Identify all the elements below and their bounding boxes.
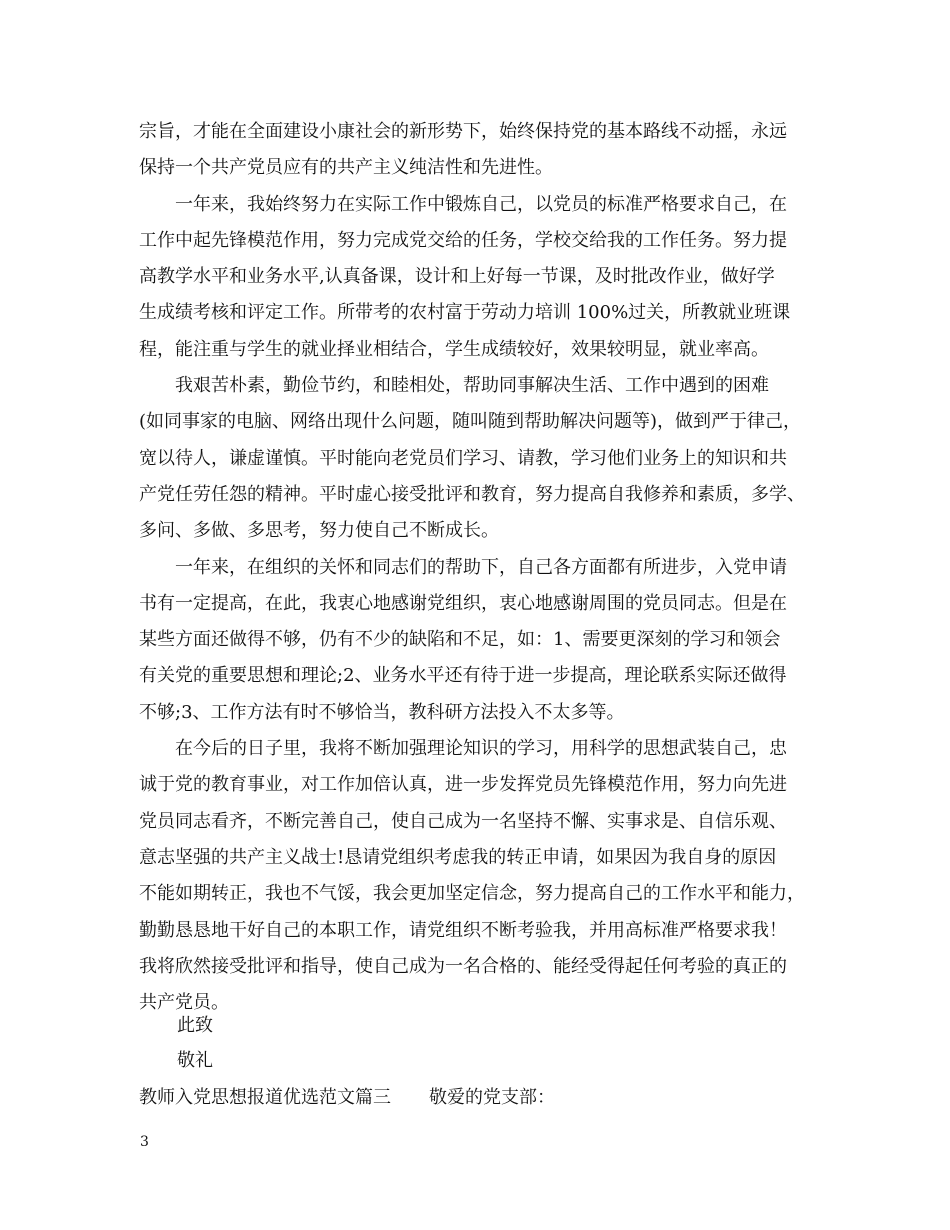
page-number: 3 [140,1134,149,1150]
text-line: 党员同志看齐，不断完善自己，使自己成为一名坚持不懈、实事求是、自信乐观、 [139,810,787,832]
text-line: 书有一定提高，在此，我衷心地感谢党组织，衷心地感谢周围的党员同志。但是在 [139,592,787,614]
text-line: 多问、多做、多思考，努力使自己不断成长。 [139,520,499,542]
text-line: 在今后的日子里，我将不断加强理论知识的学习，用科学的思想武装自己，忠 [139,738,787,760]
closing-greeting: 此致 [177,1015,213,1036]
text-line: 宽以待人，谦虚谨慎。平时能向老党员们学习、请教，学习他们业务上的知识和共 [139,447,787,469]
text-line: 一年来，我始终努力在实际工作中锻炼自己，以党员的标准严格要求自己，在 [139,193,787,215]
text-line: 生成绩考核和评定工作。所带考的农村富于劳动力培训 100%过关，所教就业班课 [139,302,791,324]
closing-salute: 敬礼 [177,1050,213,1071]
text-line: 不够;3、工作方法有时不够恰当，教科研方法投入不太多等。 [139,701,625,723]
text-line: 宗旨，才能在全面建设小康社会的新形势下，始终保持党的基本路线不动摇，永远 [139,121,787,142]
text-line: 勤勤恳恳地干好自己的本职工作，请党组织不断考验我，并用高标准严格要求我！ [139,919,787,941]
text-line: 保持一个共产党员应有的共产主义纯洁性和先进性。 [139,157,553,179]
next-section-title: 教师入党思想报道优选范文篇三 [139,1087,391,1108]
text-line: 我将欣然接受批评和指导，使自己成为一名合格的、能经受得起任何考验的真正的 [139,955,787,977]
text-line: 程，能注重与学生的就业择业相结合，学生成绩较好，效果较明显，就业率高。 [139,338,769,360]
text-line: 诚于党的教育事业，对工作加倍认真，进一步发挥党员先锋模范作用，努力向先进 [139,774,787,796]
next-section-salutation: 敬爱的党支部： [429,1087,555,1108]
text-line: 工作中起先锋模范作用，努力完成党交给的任务，学校交给我的工作任务。努力提 [139,229,787,251]
text-line: 共产党员。 [139,992,229,1014]
text-line: 一年来，在组织的关怀和同志们的帮助下，自己各方面都有所进步，入党申请 [139,556,787,578]
text-line: 高教学水平和业务水平,认真备课，设计和上好每一节课，及时批改作业，做好学 [139,266,775,288]
text-line: 某些方面还做得不够，仍有不少的缺陷和不足，如：1、需要更深刻的学习和领会 [139,629,781,651]
text-line: 不能如期转正，我也不气馁，我会更加坚定信念，努力提高自己的工作水平和能力， [139,883,805,905]
text-line: (如同事家的电脑、网络出现什么问题，随叫随到帮助解决问题等)，做到严于律己， [139,411,802,433]
text-line: 产党任劳任怨的精神。平时虚心接受批评和教育，努力提高自我修养和素质，多学、 [139,483,805,505]
document-body [139,114,819,1021]
next-section-heading [139,1080,555,1116]
text-line: 我艰苦朴素，勤俭节约，和睦相处，帮助同事解决生活、工作中遇到的困难 [139,375,769,397]
text-line: 有关党的重要思想和理论;2、业务水平还有待于进一步提高，理论联系实际还做得 [139,665,787,687]
text-line: 意志坚强的共产主义战士!恳请党组织考虑我的转正申请，如果因为我自身的原因 [139,846,777,868]
